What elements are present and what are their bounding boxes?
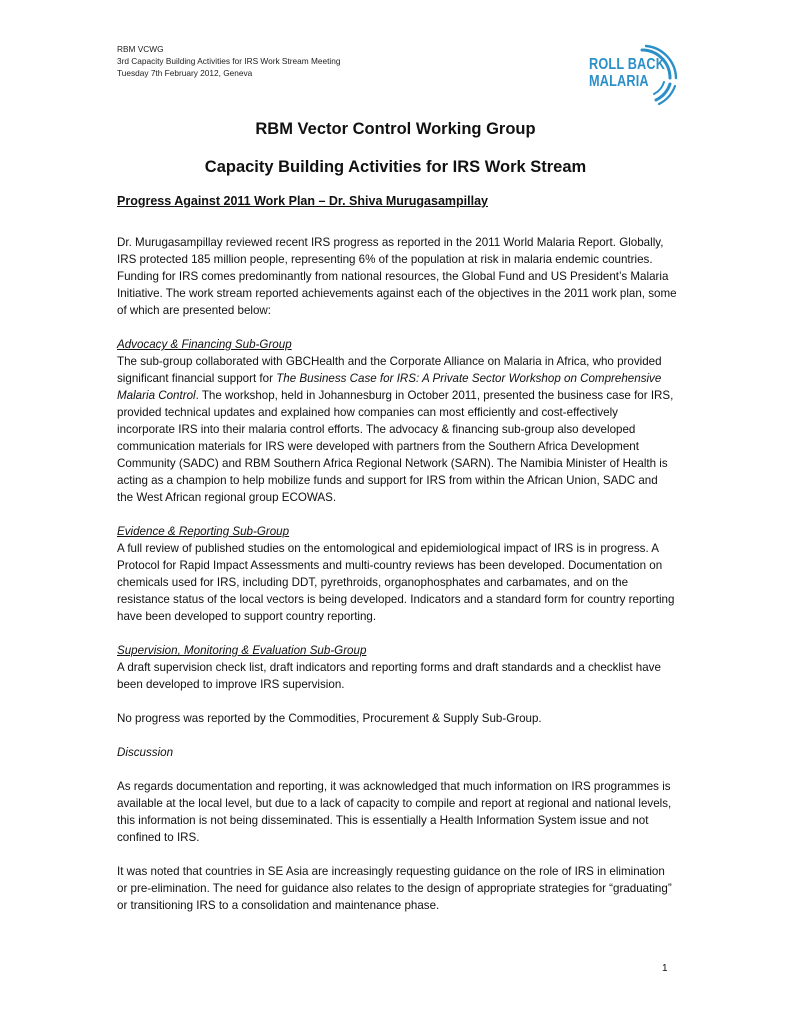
evidence-section [117, 523, 677, 625]
no-progress-paragraph: No progress was reported by the Commodities, Procurement & Supply Sub-Group. [117, 712, 542, 725]
advocacy-text-b: . The workshop, held in Johannesburg in October 2011, presented the business case for IRS, provided technical updates and explained how companies can most efficiently and cost-effectively incorporate IRS into their malaria control efforts. The advocacy & financing sub-group also developed communication materials for IRS were developed with partners from the Southern Africa Development Community (SADC) and RBM Southern Africa Regional Network (SARN). The Namibia Minister of Health is acting as a champion to help mobilize funds and support for IRS from within the African Union, SADC and the West African regional group ECOWAS. [117, 389, 674, 504]
discussion-paragraph-1: As regards documentation and reporting, it was acknowledged that much information on IRS programmes is available at the local level, but due to a lack of capacity to compile and report at regional and national levels, this information is not being disseminated. This is essentially a Health Information System issue and not confined to IRS. [117, 780, 672, 844]
page-number: 1 [662, 963, 668, 974]
advocacy-section [117, 336, 677, 506]
advocacy-text-a: The sub-group collaborated with GBCHealth and the Corporate Alliance on Malaria in Africa, who provided significant financial support for [117, 355, 662, 385]
header-date: Tuesday 7th February 2012, Geneva [117, 68, 253, 78]
logo-line-2: MALARIA [589, 73, 649, 90]
advocacy-heading: Advocacy & Financing Sub-Group [117, 338, 292, 351]
intro-paragraph: Dr. Murugasampillay reviewed recent IRS progress as reported in the 2011 World Malaria Report. Globally, IRS protected 185 million people, representing 6% of the population at risk in malaria endemic countries. Funding for IRS comes predominantly from national resources, the Global Fund and US President’s Malaria Initiative. The work stream reported achievements against each of the objectives in the 2011 work plan, some of which are presented below: [117, 236, 677, 317]
logo-text [589, 56, 665, 90]
evidence-text: A full review of published studies on the entomological and epidemiological impact of IRS is in progress. A Protocol for Rapid Impact Assessments and multi-country reviews has been developed. Documentation on chemicals used for IRS, including DDT, pyrethroids, organophosphates and carbamates, and on the resistance status of the local vectors is being developed. Indicators and a standard form for country reporting have been developed to support country reporting. [117, 542, 675, 623]
document-subtitle: Capacity Building Activities for IRS Work Stream [204, 158, 587, 176]
header-meeting: 3rd Capacity Building Activities for IRS Work Stream Meeting [117, 56, 341, 66]
roll-back-malaria-logo [586, 44, 681, 106]
section-heading: Progress Against 2011 Work Plan – Dr. Shiva Murugasampillay [117, 194, 488, 208]
discussion-heading: Discussion [117, 746, 174, 759]
supervision-heading: Supervision, Monitoring & Evaluation Sub-Group [117, 644, 367, 657]
evidence-heading: Evidence & Reporting Sub-Group [117, 525, 290, 538]
logo-line-1: ROLL BACK [589, 56, 666, 73]
document-title: RBM Vector Control Working Group [255, 120, 536, 138]
document-body [117, 234, 677, 931]
header-org: RBM VCWG [117, 44, 164, 54]
supervision-section [117, 642, 677, 693]
advocacy-workshop-title: The Business Case for IRS: A Private Sector Workshop on Comprehensive Malaria Control [117, 372, 662, 402]
supervision-text: A draft supervision check list, draft indicators and reporting forms and draft standards and a checklist have been developed to improve IRS supervision. [117, 661, 661, 691]
document-header [117, 43, 341, 79]
discussion-paragraph-2: It was noted that countries in SE Asia are increasingly requesting guidance on the role of IRS in elimination or pre-elimination. The need for guidance also relates to the design of appropriate strategies for “graduating” or transitioning IRS to a consolidation and maintenance phase. [117, 865, 672, 912]
